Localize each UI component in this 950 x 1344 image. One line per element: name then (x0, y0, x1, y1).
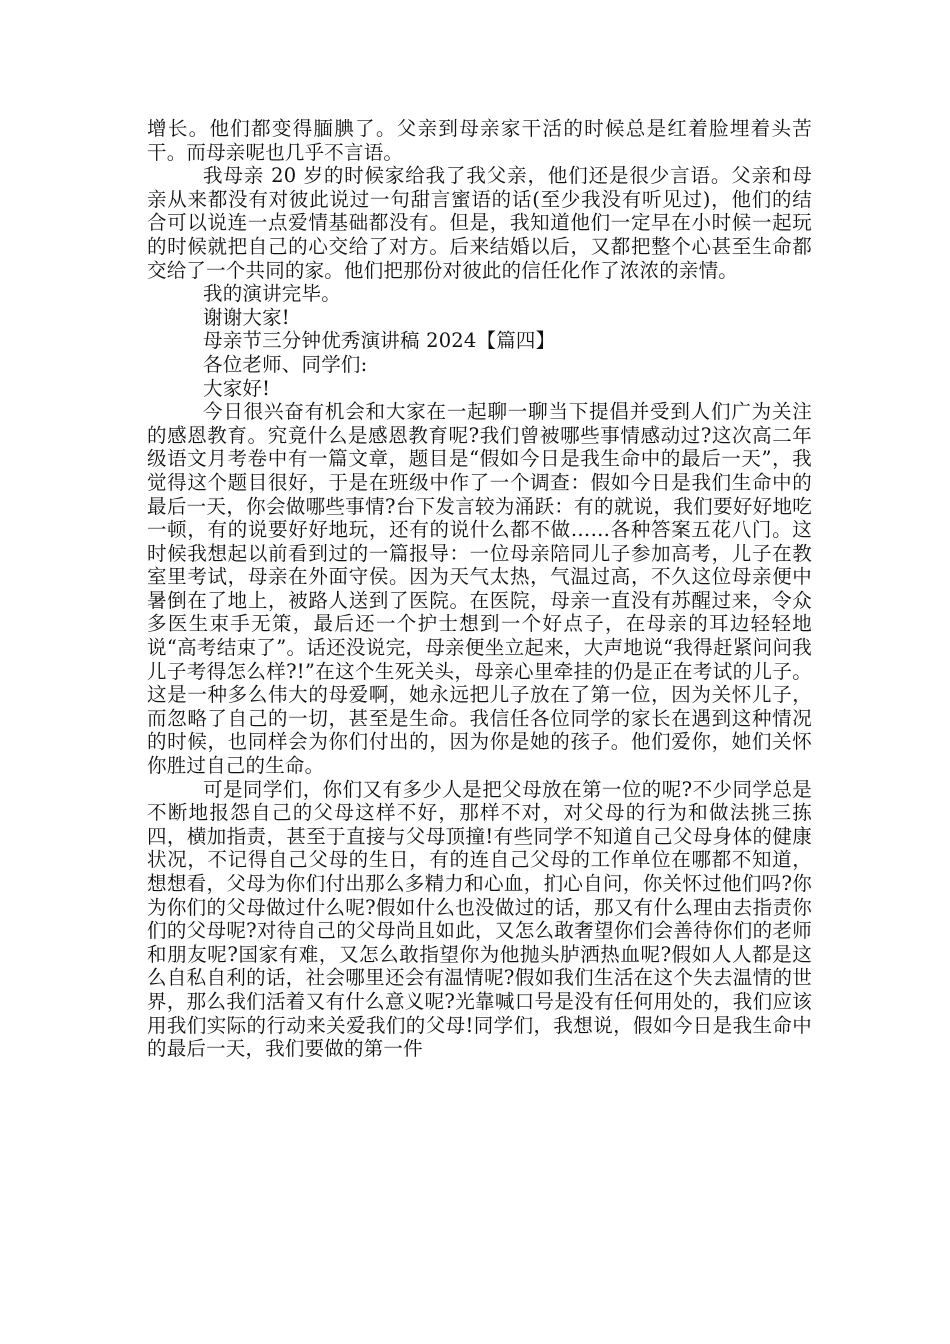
paragraph-students-parents: 可是同学们，你们又有多少人是把父母放在第一位的呢?不少同学总是不断地报怨自己的父母这样不好，那样不对，对父母的行为和做法挑三拣四，横加指责，甚至于直接与父母顶撞!有些同学不知道自己父母身体的健康状况，不记得自己父母的生日，有的连自己父母的工作单位在哪都不知道，想想看，父母为你们付出那么多精力和心血，扪心自问，你关怀过他们吗?你为你们的父母做过什么呢?假如什么也没做过的话，那又有什么理由去指责你们的父母呢?对待自己的父母尚且如此，又怎么敢奢望你们会善待你们的老师和朋友呢?国家有难，又怎么敢指望你为他抛头胪洒热血呢?假如人人都是这么自私自利的话，社会哪里还会有温情呢?假如我们生活在这个失去温情的世界，那么我们活着又有什么意义呢?光靠喊口号是没有任何用处的，我们应该用我们实际的行动来关爱我们的父母!同学们，我想说，假如今日是我生命中的最后一天，我们要做的第一件 (147, 777, 812, 1061)
paragraph-thanks: 谢谢大家! (203, 305, 290, 329)
paragraph-continuation: 增长。他们都变得腼腆了。父亲到母亲家干活的时候总是红着脸埋着头苦干。而母亲呢也几乎不言语。 (147, 117, 812, 164)
paragraph-salutation: 各位老师、同学们: (203, 352, 368, 376)
paragraph-parents-marriage: 我母亲 20 岁的时候家给我了我父亲，他们还是很少言语。父亲和母亲从来都没有对彼此说过一句甜言蜜语的话(至少我没有听见过)，他们的结合可以说连一点爱情基础都没有。但是，我知道他们一定早在小时候一起玩的时候就把自己的心交给了对方。后来结婚以后，又都把整个心甚至生命都交给了一个共同的家。他们把那份对彼此的信任化作了浓浓的亲情。 (147, 164, 812, 282)
paragraph-greeting: 大家好! (203, 376, 271, 400)
paragraph-speech-end: 我的演讲完毕。 (203, 282, 341, 306)
section-heading: 母亲节三分钟优秀演讲稿 2024【篇四】 (203, 329, 556, 353)
document-body (147, 117, 812, 1061)
paragraph-gratitude-education: 今日很兴奋有机会和大家在一起聊一聊当下提倡并受到人们广为关注的感恩教育。究竟什么是感恩教育呢?我们曾被哪些事情感动过?这次高二年级语文月考卷中有一篇文章，题目是“假如今日是我生命中的最后一天”，我觉得这个题目很好，于是在班级中作了一个调查：假如今日是我们生命中的最后一天，你会做哪些事情?台下发言较为涌跃：有的就说，我们要好好地吃一顿，有的说要好好地玩，还有的说什么都不做……各种答案五花八门。这时候我想起以前看到过的一篇报导：一位母亲陪同儿子参加高考，儿子在教室里考试，母亲在外面守侯。因为天气太热，气温过高，不久这位母亲便中暑倒在了地上，被路人送到了医院。在医院，母亲一直没有苏醒过来，令众多医生束手无策，最后还一个护士想到一个好点子，在母亲的耳边轻轻地说“高考结束了”。话还没说完，母亲便坐立起来，大声地说“我得赶紧问问我儿子考得怎么样?!”在这个生死关头，母亲心里牵挂的仍是正在考试的儿子。这是一种多么伟大的母爱啊，她永远把儿子放在了第一位，因为关怀儿子，而忽略了自己的一切，甚至是生命。我信任各位同学的家长在遇到这种情况的时候，也同样会为你们付出的，因为你是她的孩子。他们爱你，她们关怀你胜过自己的生命。 (147, 400, 812, 778)
